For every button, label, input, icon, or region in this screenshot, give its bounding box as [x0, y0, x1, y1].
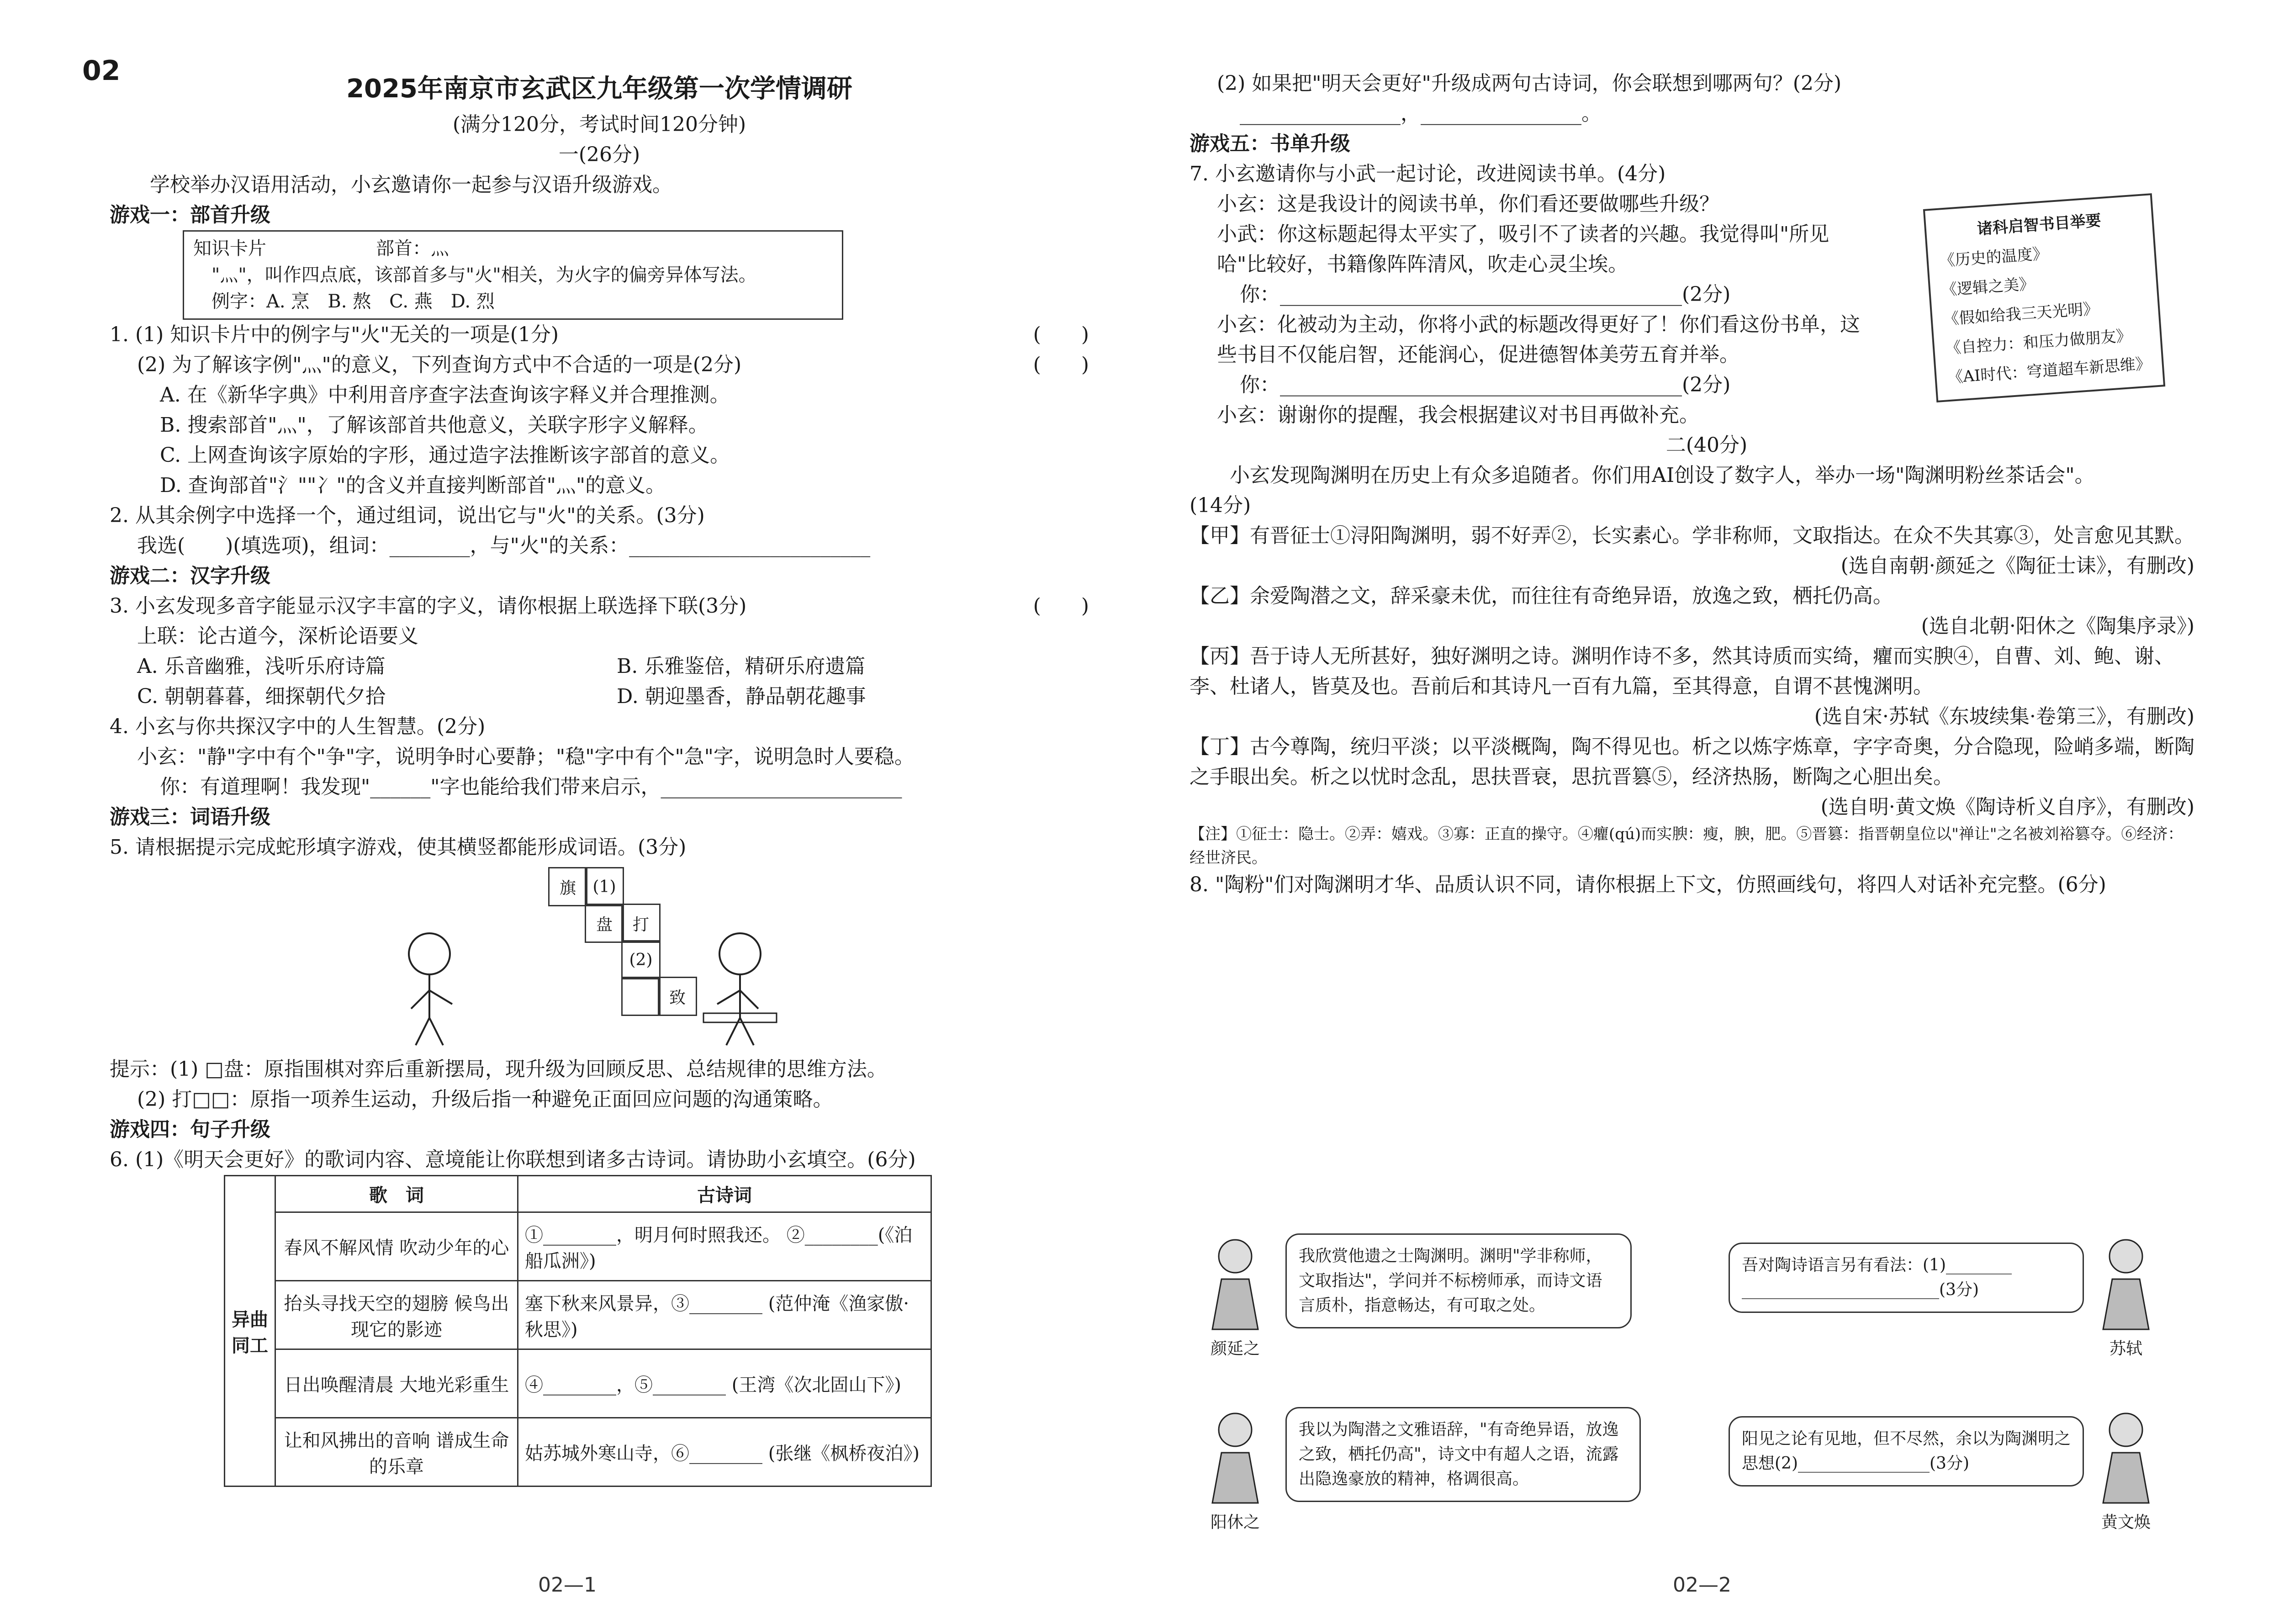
game3-heading: 游戏三：词语升级: [110, 805, 270, 829]
portrait-icon: [2094, 1407, 2158, 1508]
q4-line1: 小玄："静"字中有个"争"字，说明争时心要静；"稳"字中有个"急"字，说明急时人要稳。: [137, 745, 915, 768]
q7-line: 小玄：这是我设计的阅读书单，你们看还要做哪些升级？: [1217, 192, 1719, 216]
q6-2-answer[interactable]: ________________，________________。: [1240, 102, 1602, 125]
grid-cell: 致: [658, 977, 697, 1016]
q5-hint1: 提示：(1) □盘：原指围棋对弈后重新摆局，现升级为回顾反思、总结规律的思维方法。: [110, 1058, 887, 1081]
figure-yang: [1203, 1407, 1267, 1533]
q3-options-cd: C. 朝朝暮暮，细探朝代夕拾 D. 朝迎墨香，静品朝花趣事: [137, 685, 866, 708]
table-poem-blank[interactable]: ④________，⑤________ (王湾《次北固山下》): [518, 1349, 931, 1418]
portrait-icon: [1203, 1407, 1267, 1508]
q3-upper: 上联：论古道今，深析论语要义: [137, 624, 418, 648]
knowledge-card: [183, 230, 843, 320]
q7-line: 哈"比较好，书籍像阵阵清风，吹走心灵尘埃。: [1217, 253, 1628, 276]
bubble-yan: 我欣赏他遗之士陶渊明。渊明"学非称师，文取指达"，学问并不标榜师承，而诗文语言质朴，指意畅达，有可取之处。: [1285, 1233, 1632, 1328]
figure-yan: [1203, 1233, 1267, 1359]
booklist-card: [1923, 193, 2165, 402]
passage-bing-source: (选自宋·苏轼《东坡续集·卷第三》，有删改): [1814, 705, 2194, 728]
answer-paren[interactable]: ( ): [1033, 594, 1089, 618]
passage-jia-source: (选自南朝·颜延之《陶征士诔》，有删改): [1840, 554, 2194, 577]
booklist-item: 《自控力：和压力做朋友》: [1945, 326, 2132, 358]
booklist-title: 诸科启智书目举要: [1976, 211, 2102, 238]
q1-option-a: A. 在《新华字典》中利用音序查字法查询该字释义并合理推测。: [160, 383, 730, 407]
card-line2: "灬"，叫作四点底，该部首多与"火"相关，为火字的偏旁异体写法。: [211, 264, 757, 286]
q8: 8. "陶粉"们对陶渊明才华、品质认识不同，请你根据上下文，仿照画线句，将四人对话补充完整。(6分): [1190, 873, 2106, 896]
card-radical: 部首：灬: [376, 238, 449, 259]
exam-title: 2025年南京市玄武区九年级第一次学情调研: [346, 74, 852, 104]
passage-yi-source: (选自北朝·阳休之《陶集序录》): [1921, 614, 2194, 638]
q1-option-b: B. 搜索部首"灬"，了解该部首共他意义，关联字形字义解释。: [160, 413, 708, 437]
passage-notes: 【注】①征士：隐士。②弄：嬉戏。③寡：正直的操守。④癯(qú)而实腴：瘦，腴，肥。⑤晋篡：指晋朝皇位以"禅让"之名被刘裕篡夺。⑥经济：经世济民。: [1190, 825, 2184, 867]
q3-options-ab: A. 乐音幽雅，浅听乐府诗篇 B. 乐雅鉴倍，精研乐府遗篇: [137, 655, 866, 678]
booklist-item: 《AI时代：穹道超车新思维》: [1947, 354, 2152, 387]
name-yan: 颜延之: [1210, 1339, 1260, 1358]
q1-2: (2) 为了解该字例"灬"的意义，下列查询方式中不合适的一项是(2分) ( ): [110, 350, 1089, 380]
q2-answer-line[interactable]: 我选( )(填选项)，组词：________，与"火"的关系：________________________: [137, 534, 871, 557]
q7-answer-line[interactable]: 你：________________________________________(2分): [1240, 283, 1731, 306]
page-number: 02—2: [1673, 1573, 1731, 1597]
table-head-lyric: 歌 词: [275, 1176, 518, 1212]
intro: 学校举办汉语用活动，小玄邀请你一起参与汉语升级游戏。: [150, 173, 672, 196]
table-lyric: 抬头寻找天空的翅膀 候鸟出现它的影迹: [275, 1281, 518, 1349]
q6-2: (2) 如果把"明天会更好"升级成两句古诗词，你会联想到哪两句？(2分): [1217, 72, 1842, 95]
bubble-su[interactable]: 吾对陶诗语言另有看法：(1)________ ________________________(3分): [1729, 1243, 2084, 1313]
table-lyric: 让和风拂出的音响 谱成生命的乐章: [275, 1418, 518, 1486]
game1-heading: 游戏一：部首升级: [110, 203, 270, 227]
grid-cell-blank[interactable]: (1): [585, 867, 624, 906]
q5: 5. 请根据提示完成蛇形填字游戏，使其横竖都能形成词语。(3分): [110, 836, 687, 859]
word-grid-area: [110, 862, 1089, 1054]
card-line3: 例字：A. 烹 B. 熬 C. 燕 D. 烈: [211, 291, 495, 312]
grid-cell-blank[interactable]: (2): [621, 940, 661, 979]
q1-1: 1. (1) 知识卡片中的例字与"火"无关的一项是(1分) ( ): [110, 320, 1089, 350]
portrait-icon: [1203, 1233, 1267, 1334]
q7-answer-line[interactable]: 你：________________________________________(2分): [1240, 373, 1731, 397]
booklist-item: 《历史的温度》: [1939, 244, 2049, 270]
booklist-item: 《假如给我三天光明》: [1943, 299, 2099, 329]
grid-cell: 打: [621, 904, 661, 943]
passage-jia: 【甲】有晋征士①浔阳陶渊明，弱不好弄②，长实素心。学非称师，文取指达。在众不失其寡③，处言愈见其默。: [1190, 524, 2194, 547]
grid-cell-empty[interactable]: [621, 977, 661, 1016]
page-3: [2269, 0, 2284, 1624]
intro2-score: (14分): [1190, 494, 1251, 517]
q7-line: 小武：你这标题起得太平实了，吸引不了读者的兴趣。我觉得叫"所见: [1217, 222, 1829, 246]
section-one: 一(26分): [558, 143, 640, 166]
q7-line: 小玄：谢谢你的提醒，我会根据建议对书目再做补充。: [1217, 403, 1699, 427]
intro2: 小玄发现陶渊明在历史上有众多追随者。你们用AI创设了数字人，举办一场"陶渊明粉丝茶话会"。: [1230, 464, 2095, 487]
page-number: 02—1: [538, 1573, 597, 1597]
portrait-icon: [2094, 1233, 2158, 1334]
page-1: [0, 0, 1135, 1624]
passage-ding-source: (选自明·黄文焕《陶诗析义自序》，有删改): [1820, 795, 2194, 819]
exam-subtitle: (满分120分，考试时间120分钟): [452, 113, 746, 136]
q7-line: 小玄：化被动为主动，你将小武的标题改得更好了！你们看这份书单，这: [1217, 313, 1860, 336]
name-huang: 黄文焕: [2101, 1513, 2151, 1532]
q2: 2. 从其余例字中选择一个，通过组词，说出它与"火"的关系。(3分): [110, 504, 705, 527]
poem-table: [224, 1175, 932, 1487]
bubble-huang[interactable]: 阳见之论有见地，但不尽然，余以为陶渊明之思想(2)________________(3分): [1729, 1416, 2084, 1486]
q6: 6. (1)《明天会更好》的歌词内容、意境能让你联想到诸多古诗词。请协助小玄填空。(6分): [110, 1148, 916, 1171]
grid-cell: 旗: [548, 867, 587, 906]
q7: 7. 小玄邀请你与小武一起讨论，改进阅读书单。(4分): [1190, 162, 1666, 185]
table-head-poem: 古诗词: [518, 1176, 931, 1212]
passage-ding: 【丁】古今尊陶，统归平淡；以平淡概陶，陶不得见也。析之以炼字炼章，字字奇奥，分合隐现，险峭多端，断陶之手眼出矣。析之以忧时念乱，思扶晋衰，思抗晋篡⑤，经济热肠，断陶之心胆出矣。: [1190, 735, 2194, 788]
q4-line2[interactable]: 你：有道理啊！我发现"______"字也能给我们带来启示，________________________: [160, 775, 902, 799]
booklist-item: 《逻辑之美》: [1940, 275, 2036, 300]
q1-option-c: C. 上网查询该字原始的字形，通过造字法推断该字部首的意义。: [160, 444, 730, 467]
table-side-label: 异曲同工: [225, 1176, 275, 1486]
table-lyric: 春风不解风情 吹动少年的心: [275, 1212, 518, 1281]
game4-heading: 游戏四：句子升级: [110, 1118, 270, 1141]
answer-paren[interactable]: ( ): [1033, 353, 1089, 376]
figure-huang: [2094, 1407, 2158, 1533]
game2-heading: 游戏二：汉字升级: [110, 564, 270, 587]
table-poem-blank[interactable]: 塞下秋来风景异，③________ (范仲淹《渔家傲·秋思》): [518, 1281, 931, 1349]
q1-option-d: D. 查询部首"氵""冫"的含义并直接判断部首"灬"的意义。: [160, 474, 666, 497]
q5-hint2: (2) 打□□：原指一项养生运动，升级后指一种避免正面回应问题的沟通策略。: [137, 1088, 833, 1111]
page-number: [2269, 1573, 2284, 1597]
q4: 4. 小玄与你共探汉字中的人生智慧。(2分): [110, 715, 486, 738]
figure-su: [2094, 1233, 2158, 1359]
page-2: [1135, 0, 2269, 1624]
grid-cell: 盘: [585, 904, 624, 943]
answer-paren[interactable]: ( ): [1033, 323, 1089, 346]
table-poem-blank[interactable]: ①________，明月何时照我还。 ②________(《泊船瓜洲》): [518, 1212, 931, 1281]
name-su: 苏轼: [2109, 1339, 2142, 1358]
card-label: 知识卡片: [193, 238, 266, 259]
game5-heading: 游戏五：书单升级: [1190, 132, 1350, 155]
bubble-yang: 我以为陶潜之文雅语辞，"有奇绝异语，放逸之致，栖托仍高"，诗文中有超人之语，流露出隐逸豪放的精神，格调很高。: [1285, 1407, 1641, 1502]
page-badge: 02: [82, 55, 121, 87]
q3: 3. 小玄发现多音字能显示汉字丰富的字义，请你根据上联选择下联(3分) ( ): [110, 591, 1089, 621]
table-poem-blank[interactable]: 姑苏城外寒山寺，⑥________ (张继《枫桥夜泊》): [518, 1418, 931, 1486]
section-two: 二(40分): [1665, 434, 1748, 457]
table-lyric: 日出唤醒清晨 大地光彩重生: [275, 1349, 518, 1418]
passage-yi: 【乙】余爱陶潜之文，辞采豪未优，而往往有奇绝异语，放逸之致，栖托仍高。: [1190, 584, 1893, 608]
passage-bing: 【丙】吾于诗人无所甚好，独好渊明之诗。渊明作诗不多，然其诗质而实绮，癯而实腴④，自曹、刘、鲍、谢、李、杜诸人，皆莫及也。吾前后和其诗凡一百有九篇，至其得意，自谓不甚愧渊明。: [1190, 645, 2174, 698]
name-yang: 阳休之: [1210, 1513, 1260, 1532]
q7-line: 些书目不仅能启智，还能润心，促进德智体美劳五育并举。: [1217, 343, 1739, 366]
